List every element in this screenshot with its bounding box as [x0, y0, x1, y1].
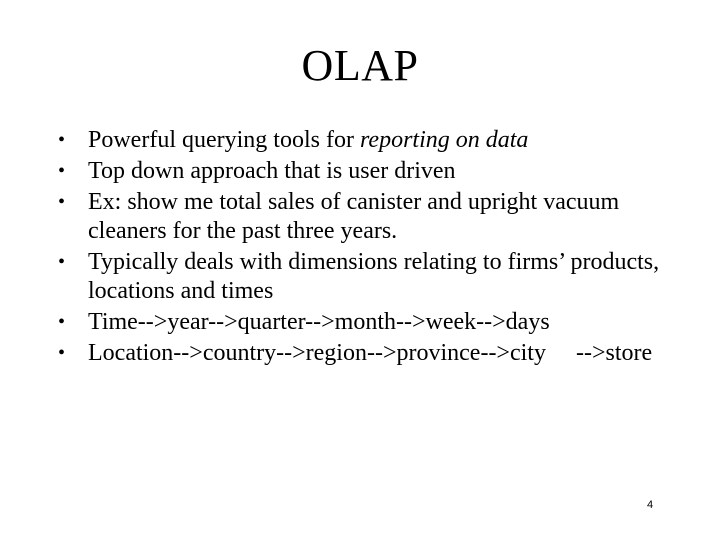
bullet-icon: •: [58, 191, 66, 213]
bullet-item-time-hierarchy: [58, 308, 668, 337]
bullet-text: Typically deals with dimensions relating to firms’ products, locations and times: [88, 249, 660, 304]
bullet-text: Location-->country-->region-->province-->city -->store: [88, 340, 653, 366]
bullet-item-querying-tools: [58, 126, 668, 155]
bullet-icon: •: [58, 160, 66, 182]
bullet-icon: •: [58, 342, 66, 364]
bullet-item-example: [58, 188, 668, 246]
bullet-icon: •: [58, 251, 66, 273]
bullet-text: Ex: show me total sales of canister and upright vacuum cleaners for the past three years.: [88, 189, 620, 244]
page-number: 4: [647, 499, 654, 511]
bullet-text: Time-->year-->quarter-->month-->week-->days: [88, 309, 550, 335]
slide-title: OLAP: [301, 41, 419, 90]
bullet-list: [58, 126, 668, 370]
bullet-item-top-down: [58, 157, 668, 186]
bullet-item-location-hierarchy: [58, 339, 668, 368]
bullet-text: Powerful querying tools for: [88, 127, 360, 153]
bullet-emphasis-text: reporting on data: [359, 127, 529, 153]
bullet-icon: •: [58, 311, 66, 333]
bullet-item-dimensions: [58, 248, 668, 306]
bullet-text: Top down approach that is user driven: [88, 158, 456, 184]
bullet-icon: •: [58, 129, 66, 151]
